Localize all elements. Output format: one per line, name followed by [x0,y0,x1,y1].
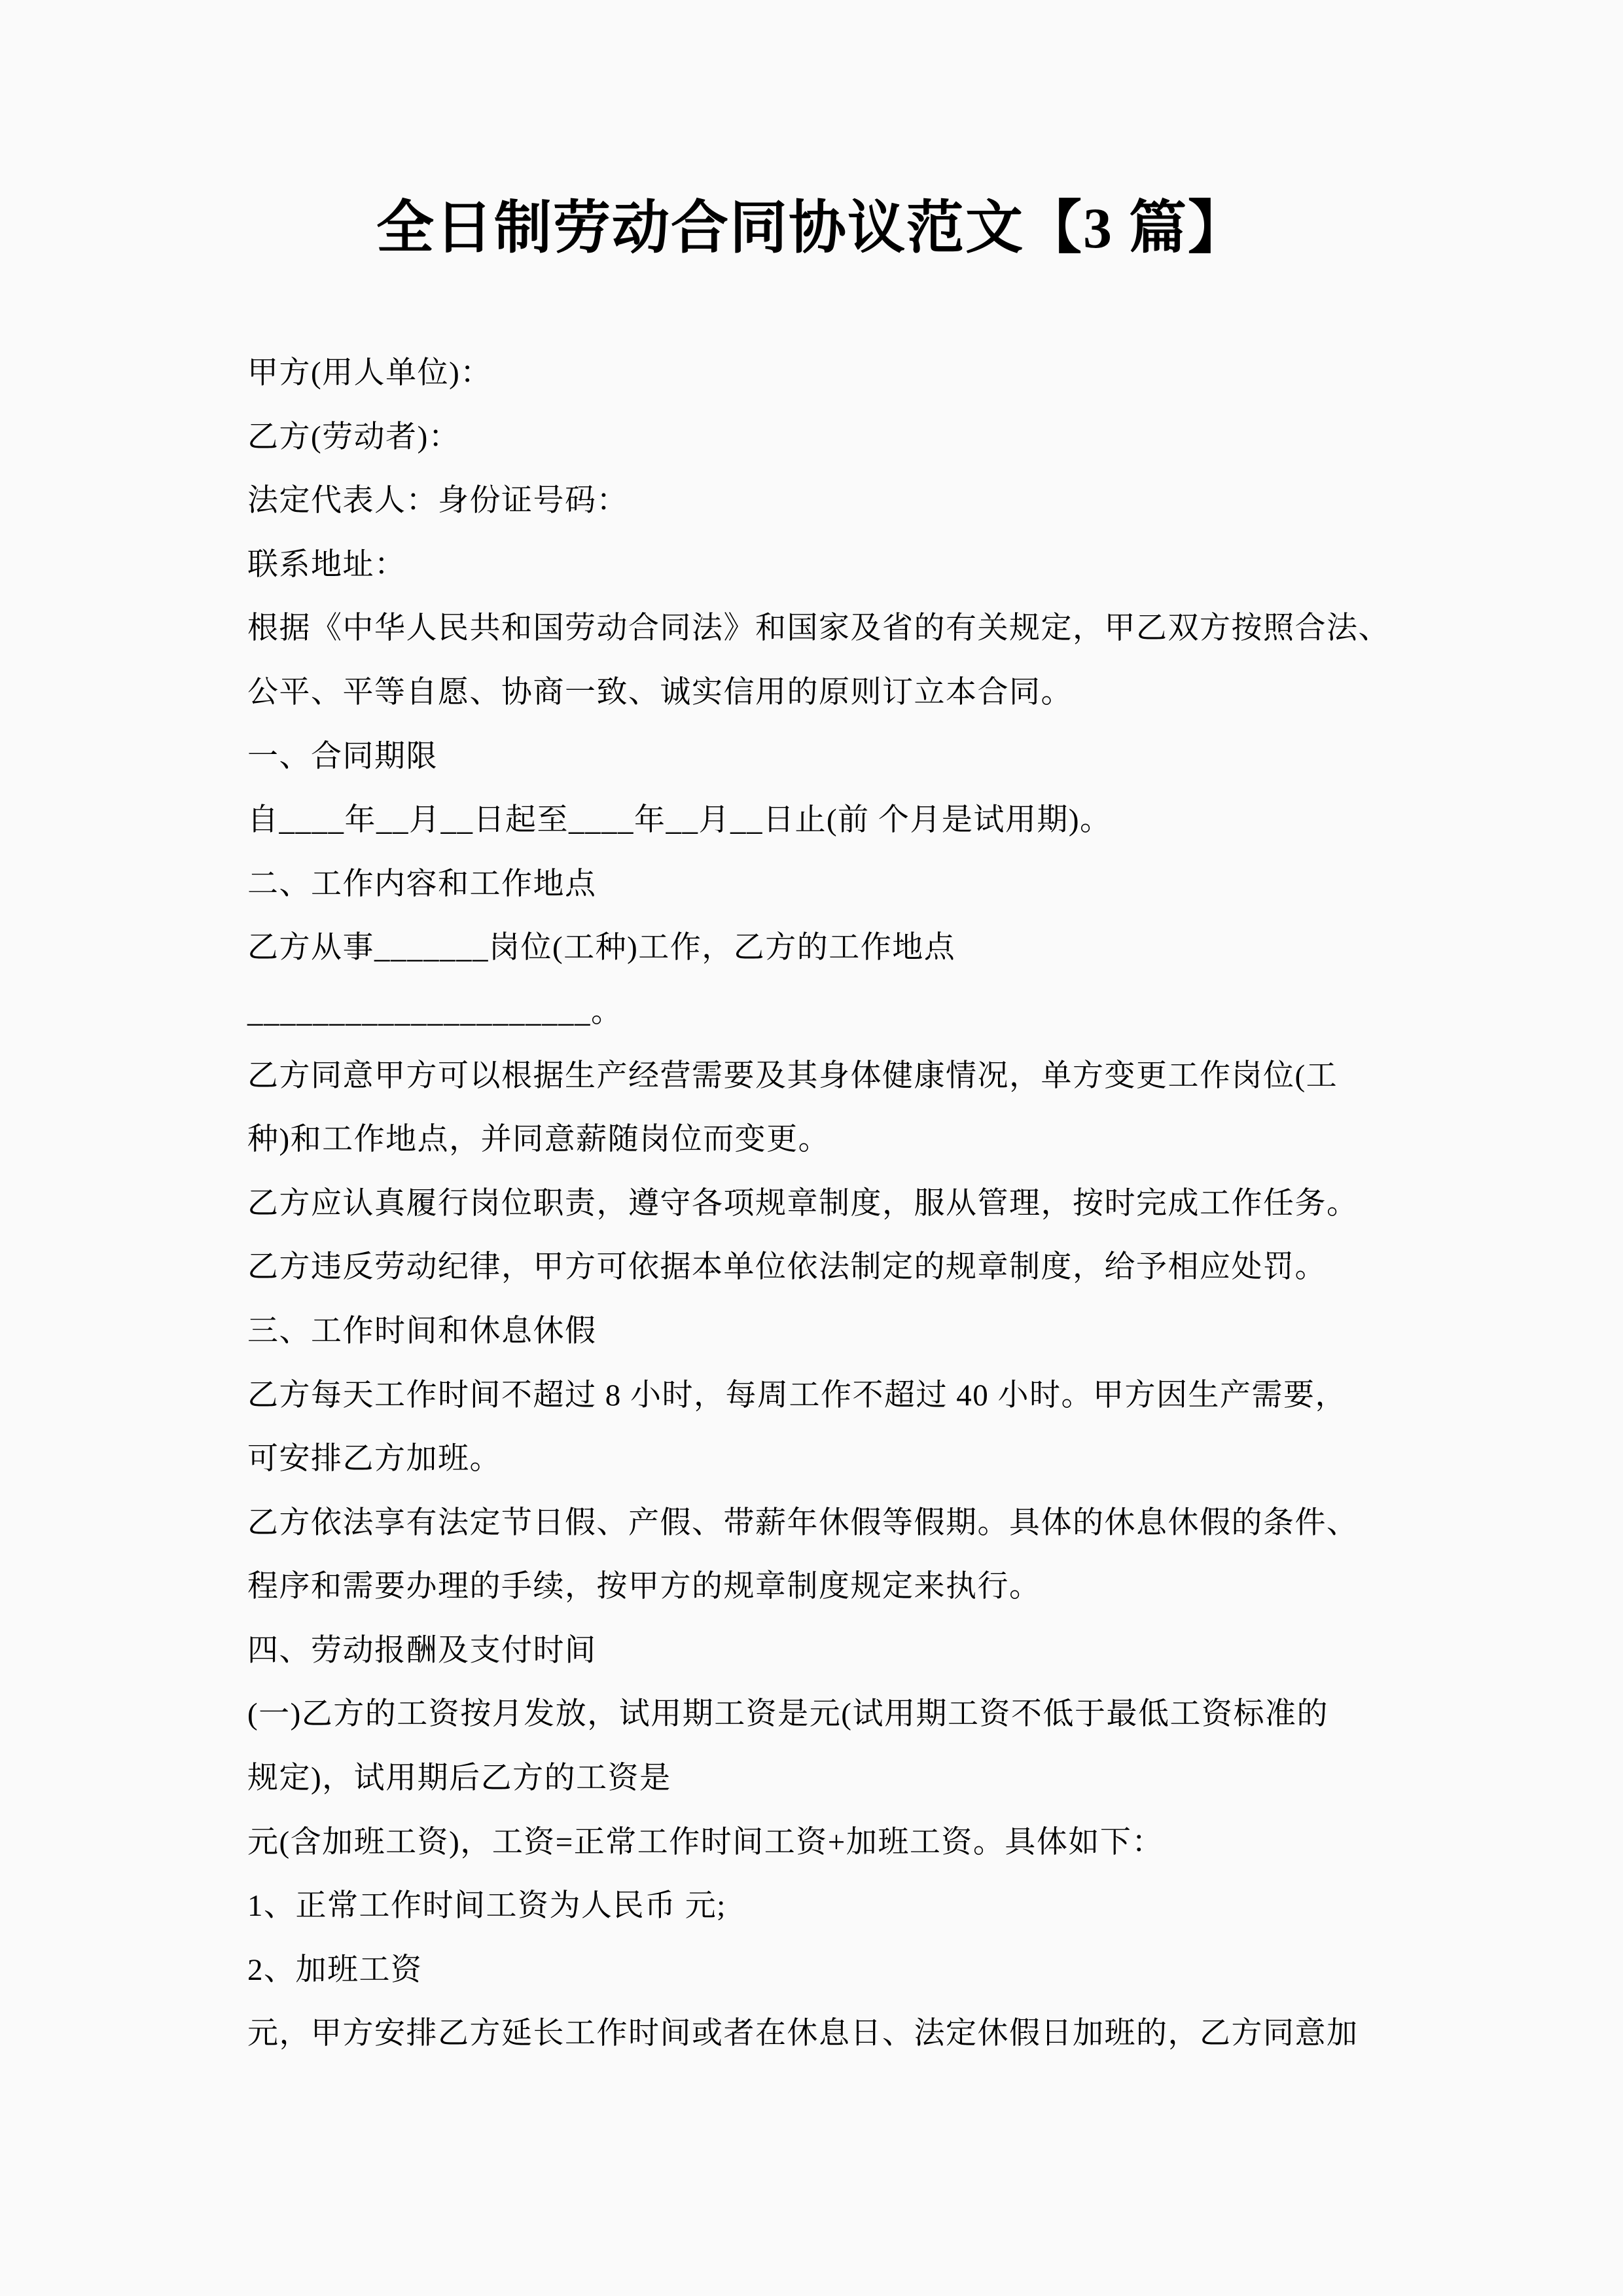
document-line: 乙方应认真履行岗位职责，遵守各项规章制度，服从管理，按时完成工作任务。 [247,1186,1359,1221]
document-line: _____________________。 [247,994,623,1029]
document-line: 法定代表人：身份证号码： [247,484,628,518]
section-heading-line: 一、合同期限 [247,739,438,774]
section-heading-line: 二、工作内容和工作地点 [247,867,597,901]
document-line: 乙方依法享有法定节日假、产假、带薪年休假等假期。具体的休息休假的条件、 [247,1505,1359,1540]
document-line: 根据《中华人民共和国劳动合同法》和国家及省的有关规定，甲乙双方按照合法、 [247,611,1390,646]
document-line: 种)和工作地点，并同意薪随岗位而变更。 [247,1122,830,1157]
document-body [247,342,1391,2066]
document-line: 乙方违反劳动纪律，甲方可依据本单位依法制定的规章制度，给予相应处罚。 [247,1250,1327,1285]
document-line: 乙方同意甲方可以根据生产经营需要及其身体健康情况，单方变更工作岗位(工 [247,1058,1338,1093]
document-line: 可安排乙方加班。 [247,1442,501,1477]
document-line: 甲方(用人单位)： [247,356,492,390]
document-line: 乙方(劳动者)： [247,420,461,454]
document-line: 乙方每天工作时间不超过 8 小时，每周工作不超过 40 小时。甲方因生产需要， [247,1378,1347,1412]
document-line: 2、加班工资 [247,1952,423,1987]
document-line: 乙方从事_______岗位(工种)工作，乙方的工作地点 [247,931,956,965]
section-heading-line: 四、劳动报酬及支付时间 [247,1633,597,1668]
document-line: 规定)，试用期后乙方的工资是 [247,1761,671,1796]
document-line: 自____年__月__日起至____年__月__日止(前 个月是试用期)。 [247,803,1112,838]
document-line: 公平、平等自愿、协商一致、诚实信用的原则订立本合同。 [247,675,1073,709]
document-line: (一)乙方的工资按月发放，试用期工资是元(试用期工资不低于最低工资标准的 [247,1697,1329,1732]
document-line: 程序和需要办理的手续，按甲方的规章制度规定来执行。 [247,1570,1041,1604]
section-heading-line: 三、工作时间和休息休假 [247,1314,597,1348]
document-title: 全日制劳动合同协议范文【3 篇】 [376,197,1247,260]
document-line: 联系地址： [247,547,406,582]
document-line: 元(含加班工资)，工资=正常工作时间工资+加班工资。具体如下： [247,1825,1164,1859]
document-line: 元，甲方安排乙方延长工作时间或者在休息日、法定休假日加班的，乙方同意加 [247,2017,1359,2051]
document-line: 1、正常工作时间工资为人民币 元; [247,1889,726,1924]
